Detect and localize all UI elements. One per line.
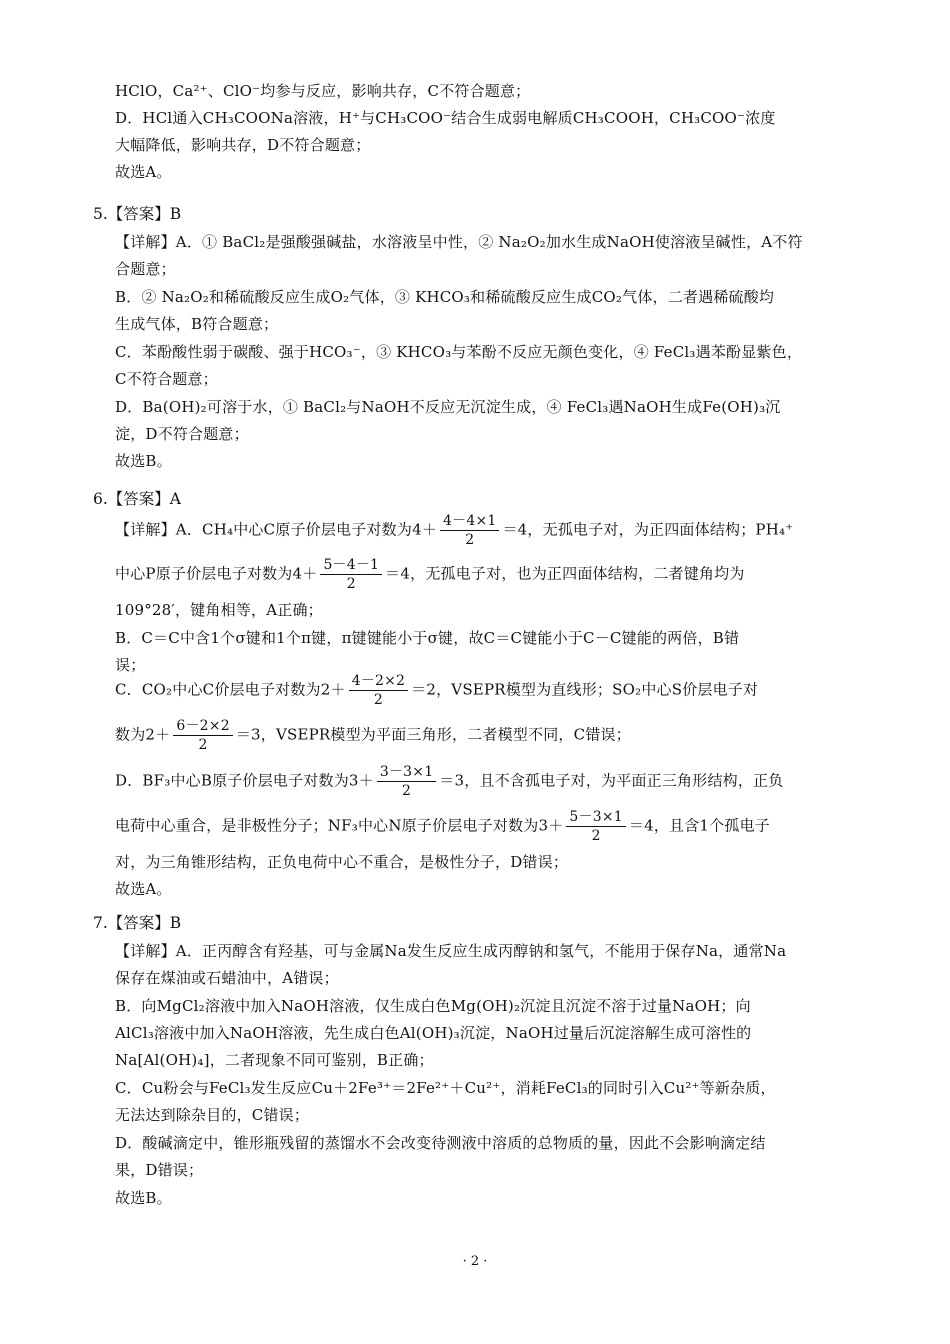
text-line: B．② Na₂O₂和稀硫酸反应生成O₂气体，③ KHCO₃和稀硫酸反应生成CO₂气体，二者遇稀硫酸均 [115, 288, 775, 306]
fraction [440, 512, 499, 549]
text-segment: ＝2，VSEPR模型为直线形；SO₂中心S价层电子对 [411, 680, 759, 699]
text-line: 故选A。 [115, 163, 172, 181]
text-line: D．HCl通入CH₃COONa溶液，H⁺与CH₃COO⁻结合生成弱电解质CH₃COOH，CH₃COO⁻浓度 [115, 109, 776, 127]
fraction-denominator: 2 [591, 828, 601, 844]
fraction-denominator: 2 [465, 532, 475, 548]
text-line: 淀，D不符合题意； [115, 425, 249, 443]
text-line: 故选B。 [115, 452, 172, 470]
text-line-with-fraction [115, 672, 758, 709]
fraction-denominator: 2 [402, 783, 412, 799]
fraction-numerator: 4－2×2 [349, 672, 408, 691]
fraction-denominator: 2 [346, 576, 356, 592]
text-line: AlCl₃溶液中加入NaOH溶液，先生成白色Al(OH)₃沉淀，NaOH过量后沉淀溶解生成可溶性的 [115, 1024, 752, 1042]
text-line: 109°28′，键角相等，A正确； [115, 601, 323, 619]
text-line-with-fraction [115, 717, 631, 754]
text-segment: D．BF₃中心B原子价层电子对数为3＋ [115, 771, 374, 790]
fraction-numerator: 5－4－1 [320, 556, 382, 575]
text-line-with-fraction [115, 556, 745, 593]
text-segment: ＝3，VSEPR模型为平面三角形，二者模型不同，C错误； [235, 725, 631, 744]
text-line: 【详解】A．① BaCl₂是强酸强碱盐，水溶液呈中性，② Na₂O₂加水生成NaOH使溶液呈碱性，A不符 [115, 233, 803, 251]
text-segment: C．CO₂中心C价层电子对数为2＋ [115, 680, 346, 699]
text-line: HClO，Ca²⁺、ClO⁻均参与反应，影响共存，C不符合题意； [115, 82, 531, 100]
fraction [377, 763, 436, 800]
text-line: D．酸碱滴定中，锥形瓶残留的蒸馏水不会改变待测液中溶质的总物质的量，因此不会影响滴定结 [115, 1134, 766, 1152]
fraction [566, 808, 625, 845]
text-segment: 电荷中心重合，是非极性分子；NF₃中心N原子价层电子对数为3＋ [115, 816, 564, 835]
answer-heading: 6.【答案】A [93, 490, 181, 508]
fraction-numerator: 4－4×1 [440, 512, 499, 531]
answer-heading: 7.【答案】B [93, 914, 182, 932]
text-line: 大幅降低，影响共存，D不符合题意； [115, 136, 371, 154]
text-line: D．Ba(OH)₂可溶于水，① BaCl₂与NaOH不反应无沉淀生成，④ FeCl₃遇NaOH生成Fe(OH)₃沉 [115, 398, 781, 416]
text-line-with-fraction [115, 512, 793, 549]
text-line: B．向MgCl₂溶液中加入NaOH溶液，仅生成白色Mg(OH)₂沉淀且沉淀不溶于过量NaOH；向 [115, 997, 751, 1015]
text-line: 误； [115, 656, 146, 674]
text-line: Na[Al(OH)₄]，二者现象不同可鉴别，B正确； [115, 1051, 434, 1069]
text-segment: 数为2＋ [115, 725, 171, 744]
text-line: 故选B。 [115, 1189, 172, 1207]
text-line: 果，D错误； [115, 1161, 204, 1179]
text-line: 故选A。 [115, 880, 172, 898]
text-line: 无法达到除杂目的，C错误； [115, 1106, 310, 1124]
text-line: 合题意； [115, 260, 176, 278]
text-segment: ＝3，且不含孤电子对，为平面正三角形结构，正负 [439, 771, 784, 790]
text-line: 保存在煤油或石蜡油中，A错误； [115, 969, 339, 987]
text-line-with-fraction [115, 763, 783, 800]
fraction-numerator: 3－3×1 [377, 763, 436, 782]
fraction-numerator: 6－2×2 [173, 717, 232, 736]
text-line: 生成气体，B符合题意； [115, 315, 279, 333]
fraction [173, 717, 232, 754]
answer-heading: 5.【答案】B [93, 205, 182, 223]
text-line: 对，为三角锥形结构，正负电荷中心不重合，是极性分子，D错误； [115, 853, 569, 871]
text-line-with-fraction [115, 808, 770, 845]
text-line: C．苯酚酸性弱于碳酸、强于HCO₃⁻，③ KHCO₃与苯酚不反应无颜色变化，④ FeCl₃遇苯酚显紫色， [115, 343, 803, 361]
text-line: C．Cu粉会与FeCl₃发生反应Cu＋2Fe³⁺＝2Fe²⁺＋Cu²⁺，消耗FeCl₃的同时引入Cu²⁺等新杂质， [115, 1079, 776, 1097]
fraction [349, 672, 408, 709]
text-segment: ＝4，无孤电子对，也为正四面体结构，二者键角均为 [385, 564, 745, 583]
text-line: B．C＝C中含1个σ键和1个π键，π键键能小于σ键，故C＝C键能小于C－C键能的两倍，B错 [115, 629, 740, 647]
text-line: C不符合题意； [115, 370, 218, 388]
text-segment: ＝4，且含1个孤电子 [628, 816, 770, 835]
text-line: 【详解】A．正丙醇含有羟基，可与金属Na发生反应生成丙醇钠和氢气，不能用于保存Na，通常Na [115, 942, 787, 960]
page-number: · 2 · [462, 1254, 488, 1269]
text-segment: 中心P原子价层电子对数为4＋ [115, 564, 318, 583]
fraction-denominator: 2 [373, 692, 383, 708]
text-segment: ＝4，无孤电子对，为正四面体结构；PH₄⁺ [502, 520, 794, 539]
fraction [320, 556, 382, 593]
text-segment: 【详解】A．CH₄中心C原子价层电子对数为4＋ [115, 520, 438, 539]
fraction-denominator: 2 [198, 737, 208, 753]
fraction-numerator: 5－3×1 [566, 808, 625, 827]
